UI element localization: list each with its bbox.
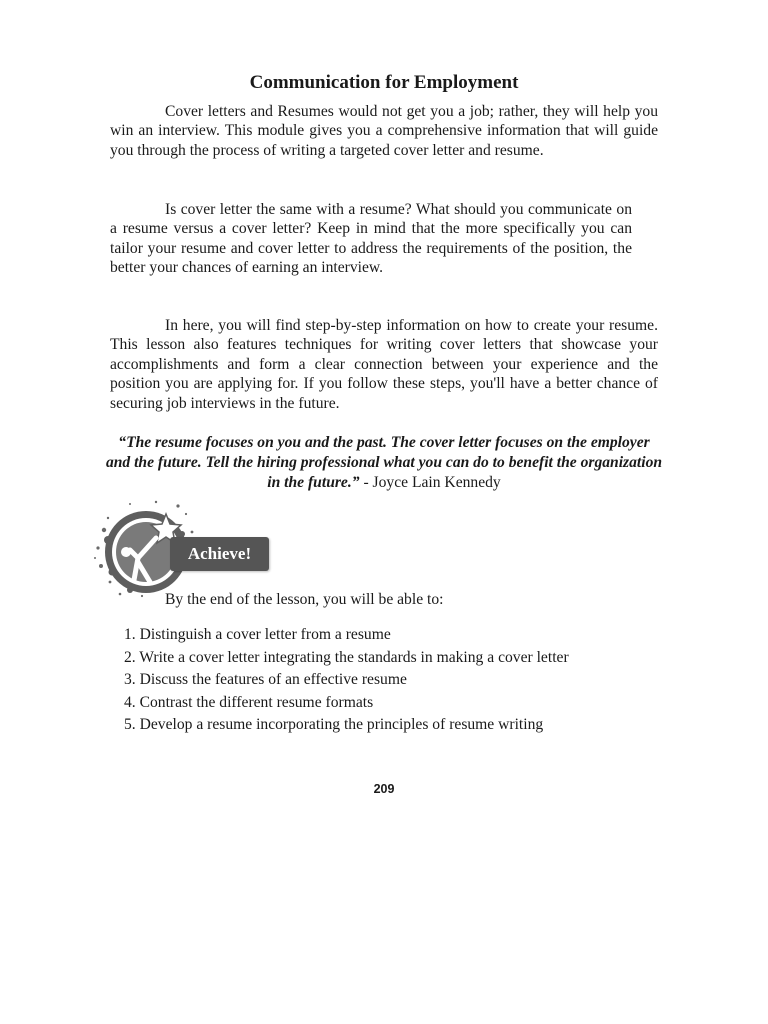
objective-item: 1. Distinguish a cover letter from a resume	[124, 626, 391, 643]
objective-item: 4. Contrast the different resume formats	[124, 693, 374, 711]
paragraph-intro: Cover letters and Resumes would not get you a job; rather, they will help you win an interview. This module gives you a comprehensive information that will guide you through the process of writing a targeted cover letter and resume.	[110, 103, 658, 159]
objective-item: 2. Write a cover letter integrating the standards in making a cover letter	[124, 648, 569, 666]
quote-block	[105, 433, 663, 493]
quote-text: “The resume focuses on you and the past. The cover letter focuses on the employer and the future. Tell the hiring professional what you can do to benefit the organization in the future.”	[105, 434, 663, 491]
objective-item: 3. Discuss the features of an effective resume	[124, 671, 407, 688]
objectives-list	[124, 624, 569, 737]
paragraph-lesson: In here, you will find step-by-step information on how to create your resume. This lesson also features techniques for writing cover letters that showcase your accomplishments and form a clear connection between your experience and the position you are applying for. If you follow these steps, you'll have a better chance of securing job interviews in the future.	[110, 317, 658, 412]
objective-item: 5. Develop a resume incorporating the principles of resume writing	[124, 716, 544, 733]
quote-attribution: - Joyce Lain Kennedy	[359, 474, 501, 491]
page-title: Communication for Employment	[249, 72, 519, 93]
page-number: 209	[373, 782, 395, 796]
achieve-label: Achieve!	[170, 537, 269, 571]
objectives-intro: By the end of the lesson, you will be able to:	[165, 591, 444, 608]
paragraph-question: Is cover letter the same with a resume? What should you communicate on a resume versus a cover letter? Keep in mind that the more specifically you can tailor your resume and cover letter to address the requirements of the position, the better your chances of earning an interview.	[110, 201, 632, 277]
